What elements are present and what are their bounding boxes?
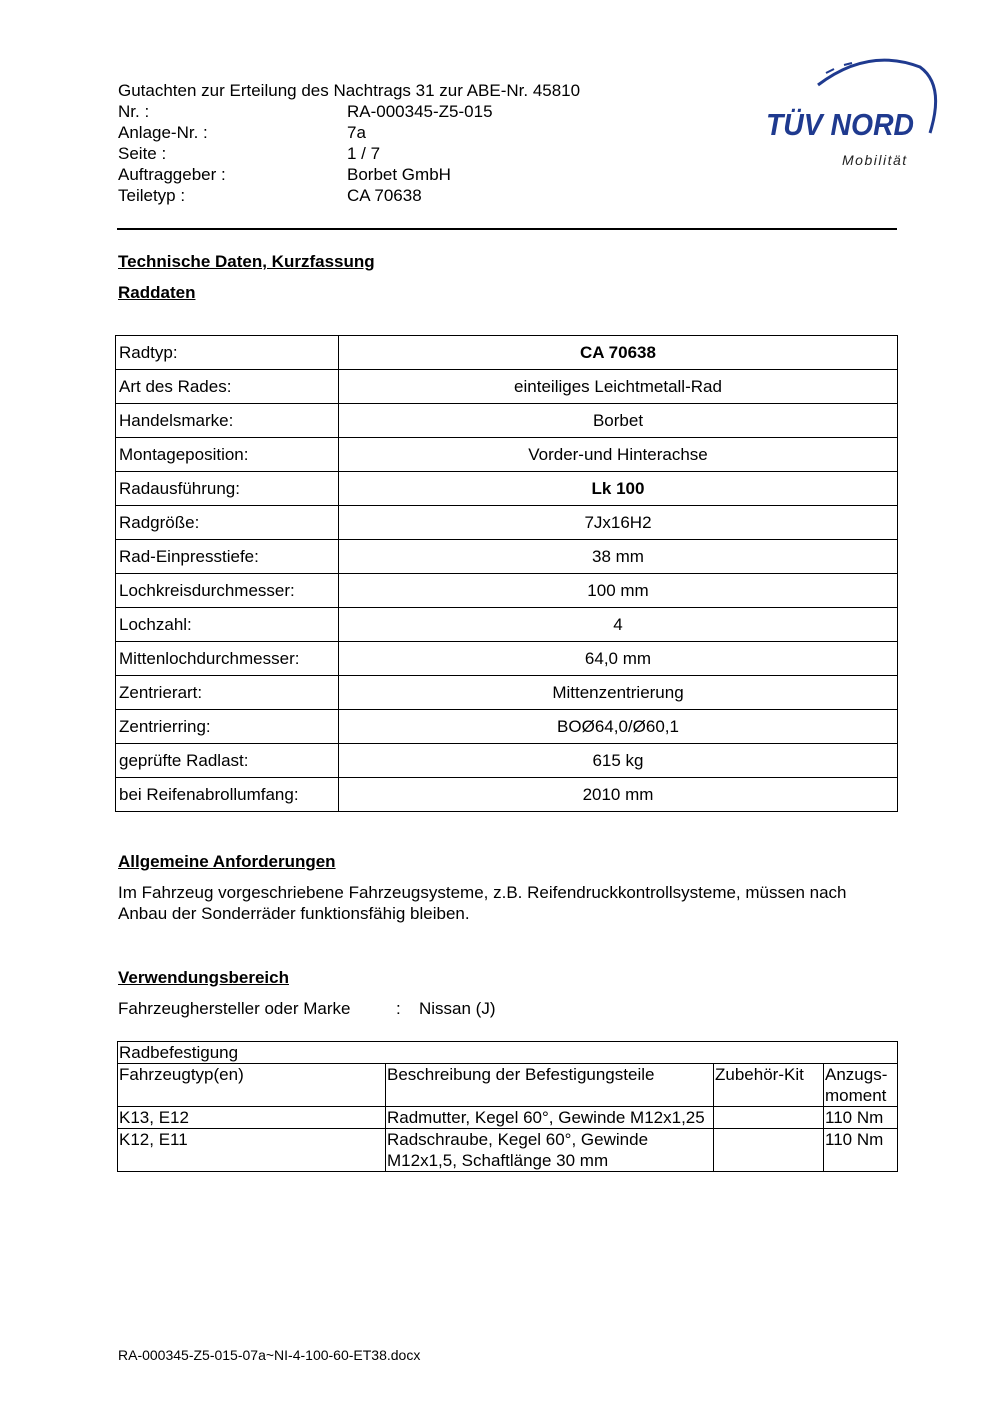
- table-cell: Radmutter, Kegel 60°, Gewinde M12x1,25: [386, 1107, 714, 1129]
- row-label: Handelsmarke:: [116, 404, 339, 438]
- header-label: Seite :: [118, 144, 167, 163]
- logo-brand-text: TÜV NORD: [766, 107, 914, 142]
- row-value: 38 mm: [339, 540, 898, 574]
- usage-row: [118, 998, 496, 1019]
- table-row: [116, 336, 898, 370]
- row-value: einteiliges Leichtmetall-Rad: [339, 370, 898, 404]
- table-row: [116, 778, 898, 812]
- row-value: Mittenzentrierung: [339, 676, 898, 710]
- row-label: Radgröße:: [116, 506, 339, 540]
- table-cell: 110 Nm: [824, 1129, 898, 1172]
- header-value: CA 70638: [347, 186, 422, 205]
- table-cell: Radschraube, Kegel 60°, Gewinde M12x1,5, Schaftlänge 30 mm: [386, 1129, 714, 1172]
- row-label: Radausführung:: [116, 472, 339, 506]
- row-label: Montageposition:: [116, 438, 339, 472]
- table-row: [116, 710, 898, 744]
- row-label: Lochkreisdurchmesser:: [116, 574, 339, 608]
- row-value: 615 kg: [339, 744, 898, 778]
- header-row-anlage: [118, 122, 366, 143]
- table-row: [118, 1107, 898, 1129]
- table-row: [116, 744, 898, 778]
- table-cell: [714, 1107, 824, 1129]
- row-value: 100 mm: [339, 574, 898, 608]
- table-row: [116, 472, 898, 506]
- usage-value: Nissan (J): [419, 999, 496, 1018]
- row-value: CA 70638: [339, 336, 898, 370]
- header-cell: Anzugs-moment: [824, 1064, 898, 1107]
- table-row: [118, 1129, 898, 1172]
- table-row: [116, 540, 898, 574]
- header-value: 7a: [347, 123, 366, 142]
- row-label: bei Reifenabrollumfang:: [116, 778, 339, 812]
- table-row: [116, 404, 898, 438]
- table-cell: K13, E12: [118, 1107, 386, 1129]
- row-value: BOØ64,0/Ø60,1: [339, 710, 898, 744]
- row-label: Zentrierart:: [116, 676, 339, 710]
- header-label: Nr. :: [118, 102, 150, 121]
- row-label: Zentrierring:: [116, 710, 339, 744]
- header-row-nr: [118, 101, 493, 122]
- header-label: Anlage-Nr. :: [118, 123, 208, 142]
- tuv-nord-logo: [760, 55, 945, 175]
- header-value: RA-000345-Z5-015: [347, 102, 493, 121]
- row-value: Borbet: [339, 404, 898, 438]
- table-row: [116, 676, 898, 710]
- fastening-table: [117, 1041, 898, 1172]
- table-row: [116, 370, 898, 404]
- header-row-auftraggeber: [118, 164, 451, 185]
- header-row-teiletyp: [118, 185, 422, 206]
- section-heading-allgemein: Allgemeine Anforderungen: [118, 852, 336, 871]
- header-label: Teiletyp :: [118, 186, 186, 205]
- header-row-seite: [118, 143, 381, 164]
- row-value: 64,0 mm: [339, 642, 898, 676]
- table-row: [116, 574, 898, 608]
- row-value: Lk 100: [339, 472, 898, 506]
- header-value: Borbet GmbH: [347, 165, 451, 184]
- table-cell: K12, E11: [118, 1129, 386, 1172]
- header-label: Auftraggeber :: [118, 165, 226, 184]
- row-value: Vorder-und Hinterachse: [339, 438, 898, 472]
- row-label: Rad-Einpresstiefe:: [116, 540, 339, 574]
- row-value: 2010 mm: [339, 778, 898, 812]
- table-row: [116, 506, 898, 540]
- section-heading-raddaten: Raddaten: [118, 283, 196, 302]
- section-heading-verwendung: Verwendungsbereich: [118, 968, 289, 987]
- header-value: 1 / 7: [347, 144, 381, 163]
- row-label: geprüfte Radlast:: [116, 744, 339, 778]
- row-label: Lochzahl:: [116, 608, 339, 642]
- wheel-data-table: [115, 335, 898, 812]
- header-cell: Beschreibung der Befestigungsteile: [386, 1064, 714, 1107]
- header-cell: Fahrzeugtyp(en): [118, 1064, 386, 1107]
- table-cell: 110 Nm: [824, 1107, 898, 1129]
- header-cell: Zubehör-Kit: [714, 1064, 824, 1107]
- table-cell: [714, 1129, 824, 1172]
- table-row: [116, 642, 898, 676]
- row-label: Mittenlochdurchmesser:: [116, 642, 339, 676]
- row-label: Art des Rades:: [116, 370, 339, 404]
- allgemein-paragraph: Im Fahrzeug vorgeschriebene Fahrzeugsysteme, z.B. Reifendruckkontrollsysteme, müssen nach Anbau der Sonderräder funktionsfähig bleiben.: [118, 883, 847, 923]
- table-title: Radbefestigung: [118, 1042, 898, 1064]
- logo-arc-icon: [760, 55, 945, 175]
- row-value: 4: [339, 608, 898, 642]
- document-title: Gutachten zur Erteilung des Nachtrags 31 zur ABE-Nr. 45810: [118, 81, 581, 100]
- logo-subtitle-text: Mobilität: [842, 152, 908, 168]
- row-label: Radtyp:: [116, 336, 339, 370]
- table-title-row: [118, 1042, 898, 1064]
- table-row: [116, 438, 898, 472]
- usage-label: Fahrzeughersteller oder Marke: [118, 999, 351, 1018]
- header-divider: [117, 228, 897, 230]
- table-header-row: [118, 1064, 898, 1107]
- table-row: [116, 608, 898, 642]
- footer-filename: RA-000345-Z5-015-07a~NI-4-100-60-ET38.docx: [118, 1347, 421, 1363]
- usage-colon: :: [396, 999, 401, 1018]
- section-heading-tech: Technische Daten, Kurzfassung: [118, 252, 375, 271]
- row-value: 7Jx16H2: [339, 506, 898, 540]
